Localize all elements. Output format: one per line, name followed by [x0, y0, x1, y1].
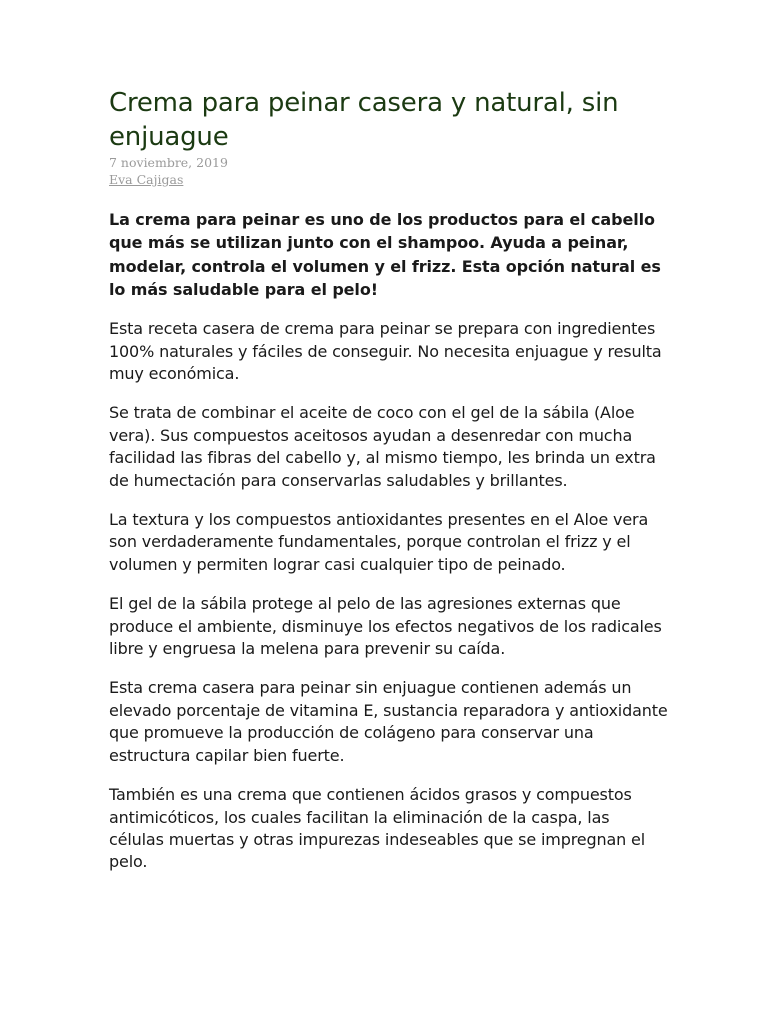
article-paragraph: La textura y los compuestos antioxidantes presentes en el Aloe vera son verdaderamente fundamentales, porque controlan el frizz y el volumen y permiten lograr casi cualquier tipo de peinado. [109, 510, 649, 574]
article [109, 86, 669, 874]
article-lead: La crema para peinar es uno de los productos para el cabello que más se utilizan junto con el shampoo. Ayuda a peinar, modelar, controla el volumen y el frizz. Esta opción natural es lo más saludable para el pelo! [109, 210, 661, 299]
article-title: Crema para peinar casera y natural, sin enjuague [109, 88, 619, 152]
article-date: 7 noviembre, 2019 [109, 155, 228, 170]
article-paragraph: El gel de la sábila protege al pelo de las agresiones externas que produce el ambiente, disminuye los efectos negativos de los radicales libre y engruesa la melena para prevenir su caída. [109, 594, 662, 659]
article-paragraph: Esta receta casera de crema para peinar se prepara con ingredientes 100% naturales y fáciles de conseguir. No necesita enjuague y resulta muy económica. [109, 319, 662, 383]
author-link[interactable]: Eva Cajigas [109, 172, 184, 187]
article-paragraph: También es una crema que contienen ácidos grasos y compuestos antimicóticos, los cuales facilitan la eliminación de la caspa, las células muertas y otras impurezas indeseables que se impregnan el pelo. [109, 785, 646, 872]
article-paragraph: Esta crema casera para peinar sin enjuague contienen además un elevado porcentaje de vitamina E, sustancia reparadora y antioxidante que promueve la producción de colágeno para conservar una estructura capilar bien fuerte. [109, 678, 668, 765]
article-paragraph: Se trata de combinar el aceite de coco con el gel de la sábila (Aloe vera). Sus compuestos aceitosos ayudan a desenredar con mucha facilidad las fibras del cabello y, al mismo tiempo, les brinda un extra de humectación para conservarlas saludables y brillantes. [109, 403, 656, 490]
